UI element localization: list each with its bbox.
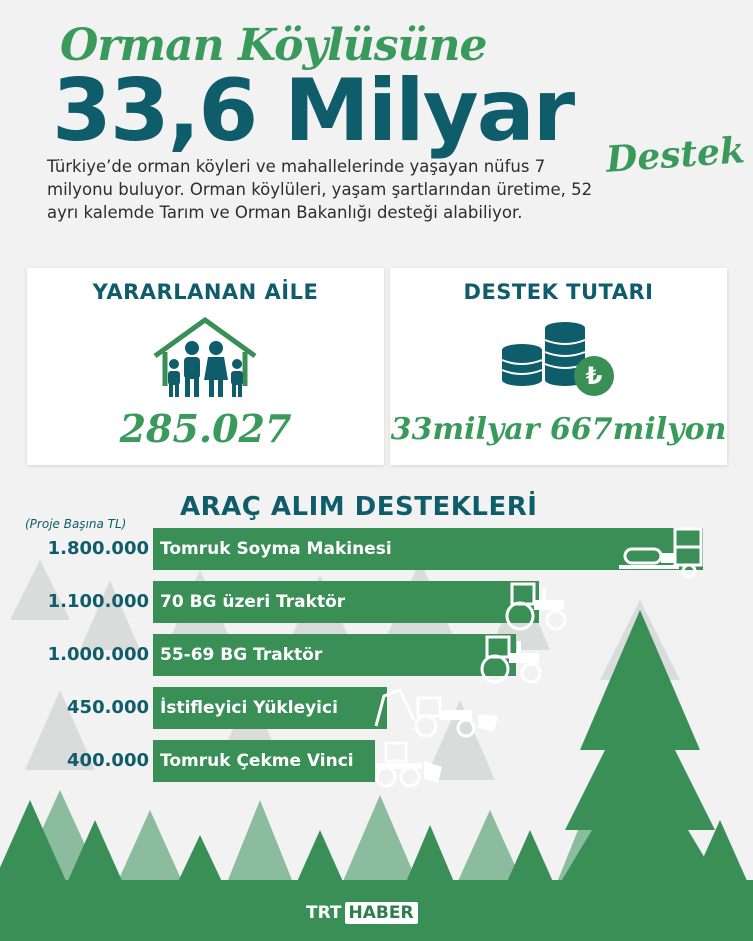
vehicle-amount: 450.000 (67, 697, 149, 718)
vehicle-support-title: ARAÇ ALIM DESTEKLERİ (180, 492, 538, 522)
vehicle-amount: 1.000.000 (47, 644, 149, 665)
support-card (390, 268, 727, 465)
vehicle-label: İstifleyici Yükleyici (160, 698, 338, 718)
loader-icon (370, 686, 500, 738)
trt-haber-logo (306, 902, 418, 924)
vehicle-amount: 1.100.000 (47, 591, 149, 612)
families-value: 285.027 (119, 406, 292, 451)
support-value: 33milyar 667milyon (390, 412, 727, 447)
family-house-icon (150, 314, 260, 404)
coin-stack-lira-icon (500, 320, 620, 400)
logo-haber: HABER (345, 902, 418, 924)
tractor-icon (498, 580, 572, 632)
support-title: DESTEK TUTARI (463, 280, 654, 304)
headline-line-2: 33,6 Milyar (52, 61, 574, 161)
vehicle-label: Tomruk Soyma Makinesi (160, 539, 392, 559)
vehicle-label: Tomruk Çekme Vinci (160, 751, 354, 771)
svg-text:₺: ₺ (585, 362, 603, 390)
vehicle-label: 55-69 BG Traktör (160, 645, 323, 665)
families-title: YARARLANAN AİLE (92, 280, 319, 304)
headline-line-1: Orman Köylüsüne (60, 20, 487, 71)
tractor-icon (473, 633, 547, 685)
crane-loader-icon (372, 739, 444, 789)
intro-text: Türkiye’de orman köyleri ve mahallelerinde yaşayan nüfus 7 milyonu buluyor. Orman köylüleri, yaşam şartlarından üretime, 52 ayrı kalemde Tarım ve Orman Bakanlığı desteği alabiliyor. (47, 157, 593, 222)
vehicle-label: 70 BG üzeri Traktör (160, 592, 346, 612)
logo-trt: TRT (306, 903, 342, 923)
unit-note: (Proje Başına TL) (25, 517, 127, 531)
vehicle-amount: 1.800.000 (47, 538, 149, 559)
headline-line-3: Destek (604, 129, 747, 181)
families-card (27, 268, 384, 465)
vehicle-amount: 400.000 (67, 750, 149, 771)
log-peeler-icon (615, 525, 705, 581)
